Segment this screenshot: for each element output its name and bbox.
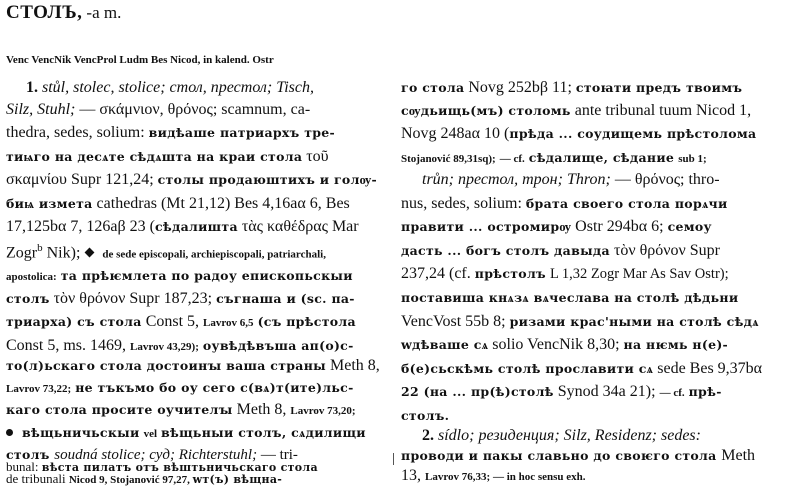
text-line: проводи и пакы славьно до своѥго стола Meth [401, 447, 756, 464]
text-line: столъ τὸν θρόνον Supr 187,23; съгнаша и (sc. па- [6, 290, 355, 307]
column-divider [393, 453, 394, 465]
text-line: VencVost 55b 8; ризами крас'ными на столѣ сѣдѧ [401, 313, 759, 330]
text-line: wдѣваше сѧ solio VencNik 8,30; на нѥмь н(е)- [401, 336, 729, 353]
text-line: Const 5, ms. 1469, Lavrov 43,29); оувѣдѣвъша ап(о)с- [6, 337, 354, 354]
text-line: б(е)сьскѣмь столѣ прославити сѧ sede Bes 9,37bα [401, 360, 763, 377]
diamond-icon [85, 248, 95, 258]
text-line: вѣщьничьскыи vel вѣщьныи столъ, сѧдилищи [6, 425, 366, 441]
headword: СТОЛЪ, [6, 2, 83, 23]
text-line: σκαμνίου Supr 121,24; столы продаюштихъ и голѹ- [6, 171, 377, 188]
text-line: столъ. [401, 408, 450, 423]
text-line: правити ... остромирѹ Ostr 294bα 6; семоу [401, 218, 712, 235]
gender: -a m. [86, 3, 122, 22]
text-line: trůn; престол, трон; Thron; — θρόνος; thro- [422, 171, 720, 188]
text-line: то(л)ьскаго стола достоинꙑ ваша страны Meth 8, [6, 357, 380, 374]
bullet-icon [6, 429, 13, 436]
occurrence-line: Venc VencNik VencProl Ludm Bes Nicod, in kalend. Ostr [6, 54, 274, 66]
text-line: Silz, Stuhl; — σκάμνιον, θρόνος; scamnum, ca- [6, 101, 311, 118]
text-line: го стола Novg 252bβ 11; стоꙗти предъ твоимъ [401, 79, 743, 96]
text-line: тиѩго на десѧте сѣдѧшта на краи стола τοῦ [6, 148, 329, 165]
text-line: поставиша кнѧзѧ вѧчеслава на столѣ дѣдьни [401, 290, 739, 305]
text-line: Novg 248aα 10 (прѣда ... соудищемь прѣстолома [401, 125, 757, 142]
text-line: каго стола просите оучителꙑ Meth 8, Lavrov 73,20; [6, 401, 356, 418]
text-line: 13, Lavrov 76,33; — in hoc sensu exh. [401, 467, 586, 484]
sense-number: 2. [422, 427, 434, 444]
text-line: de tribunali Nicod 9, Stojanović 97,27, wт(ъ) вѣщна- [6, 471, 283, 486]
text-line: thedra, sedes, solium: видѣаше патриархъ тре- [6, 124, 336, 141]
text-line: триарха) съ стола Const 5, Lavrov 6,5 (съ прѣстола [6, 313, 356, 330]
text-line: дасть ... богъ столъ давыда τὸν θρόνον Supr [401, 242, 720, 259]
text-line: 237,24 (cf. прѣстолъ L 1,32 Zogr Mar As Sav Ostr); [401, 265, 729, 282]
text-line: 2. sídlo; резиденция; Silz, Residenz; sedes: [422, 427, 701, 444]
text-line: столъ soudná stolice; суд; Richterstuhl; — tri- [6, 447, 298, 463]
text-line: nus, sedes, solium: брата своего стола порѧчи [401, 195, 728, 212]
text-line: 17,125bα 7, 126aβ 23 (сѣдалишта τὰς καθέδρας Mar [6, 218, 359, 235]
entry-header [6, 3, 121, 22]
text-line: 22 (на ... пр(ѣ)столѣ Synod 34a 21); — cf. прѣ- [401, 383, 722, 400]
sense-number: 1. [26, 79, 38, 96]
text-line: Zogr$^b$ Nik); de sede episcopali, archiepiscopali, patriarchali, [6, 242, 326, 262]
text-line: сѹдьищь(мъ) столомь ante tribunal tuum Nicod 1, [401, 102, 752, 119]
text-line: apostolica: та прѣѥмлета по радоу епископьскыи [6, 268, 353, 283]
text-line: bunal: вѣста пилатъ отъ вѣштьничьскаго стола [6, 459, 318, 474]
text-line: Lavrov 73,22; не тъкъмо бо оу сего с(вѧ)т(ите)льс- [6, 380, 354, 395]
text-line: Stojanović 89,31sq); — cf. сѣдалище, сѣдание sub 1; [401, 150, 707, 165]
text-line: биѩ измета cathedras (Mt 21,12) Bes 4,16aα 6, Bes [6, 195, 350, 212]
text-line: 1. stůl, stolec, stolice; стол, престол; Tisch, [26, 79, 315, 96]
